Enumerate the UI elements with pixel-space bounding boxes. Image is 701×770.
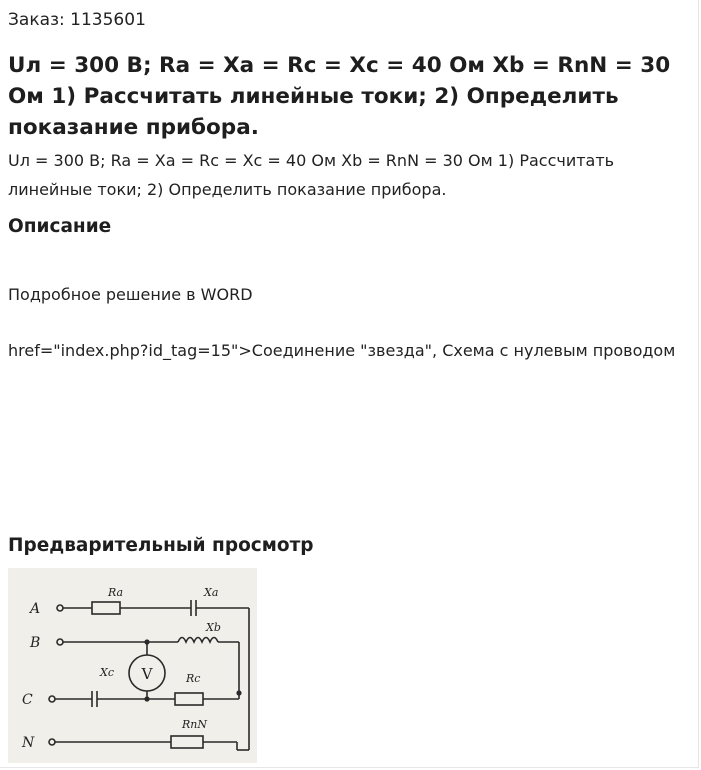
label-rnn: RnN (182, 718, 207, 731)
order-number: Заказ: 1135601 (8, 10, 146, 30)
meter-label: V (141, 665, 153, 683)
solution-note: Подробное решение в WORD (8, 285, 253, 304)
resistor-rc (175, 693, 203, 705)
label-xb: Xb (206, 621, 221, 634)
tag-link-text[interactable]: href="index.php?id_tag=15">Соединение "звезда", Схема с нулевым проводом (8, 341, 676, 360)
terminal-c (49, 696, 55, 702)
description-heading: Описание (8, 216, 112, 237)
page-title: Uл = 300 В; Ra = Xa = Rc = Xc = 40 Ом Xb = RnN = 30 Ом 1) Рассчитать линейные токи; 2) Определить показание прибора. (8, 53, 671, 140)
inductor-xb (178, 638, 218, 643)
resistor-ra (92, 602, 120, 614)
node-label-c: C (22, 692, 33, 708)
node-label-b: B (30, 635, 41, 651)
problem-statement: Uл = 300 В; Ra = Xa = Rc = Xc = 40 Ом Xb = RnN = 30 Ом 1) Рассчитать линейные токи; 2) Определить показание прибора. (8, 151, 615, 199)
node-label-a: A (30, 601, 41, 617)
preview-heading: Предварительный просмотр (8, 535, 314, 556)
label-xc: Xc (100, 666, 114, 679)
terminal-a (57, 605, 63, 611)
terminal-n (49, 739, 55, 745)
label-ra: Ra (108, 586, 124, 599)
circuit-preview-image (8, 568, 257, 763)
node-label-n: N (22, 735, 35, 751)
circuit-diagram (8, 568, 257, 763)
terminal-b (57, 639, 63, 645)
label-rc: Rc (186, 672, 201, 685)
resistor-rnn (171, 736, 203, 748)
label-xa: Xa (204, 586, 219, 599)
